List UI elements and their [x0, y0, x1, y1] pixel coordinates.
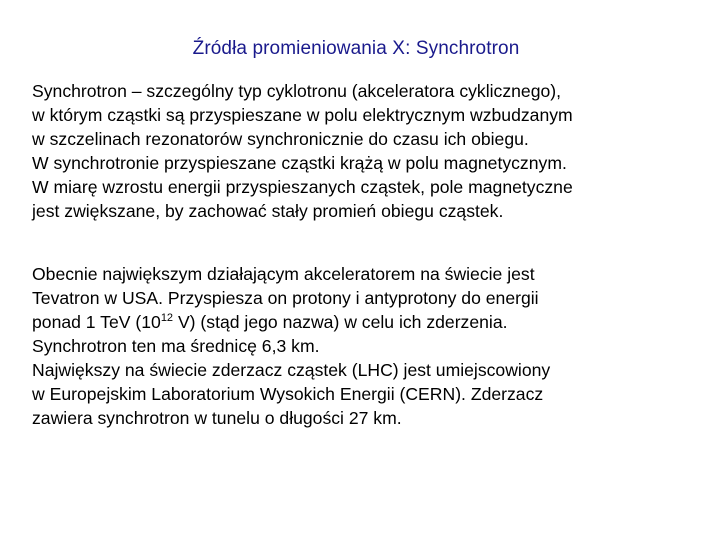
exponent: 12	[160, 312, 174, 324]
text-line: w Europejskim Laboratorium Wysokich Energii (CERN). Zderzacz	[32, 384, 544, 404]
text-line: Obecnie największym działającym akceleratorem na świecie jest	[32, 264, 535, 284]
paragraph-synchrotron-definition	[32, 79, 712, 223]
text-line-energy	[32, 310, 712, 334]
text-line: Synchrotron ten ma średnicę 6,3 km.	[32, 336, 320, 356]
text-segment: V) (stąd jego nazwa) w celu ich zderzenia.	[173, 312, 508, 332]
text-line: jest zwiększane, by zachować stały promień obiegu cząstek.	[32, 201, 504, 221]
text-line: zawiera synchrotron w tunelu o długości 27 km.	[32, 408, 402, 428]
text-line: W miarę wzrostu energii przyspieszanych cząstek, pole magnetyczne	[32, 177, 573, 197]
text-line: Największy na świecie zderzacz cząstek (LHC) jest umiejscowiony	[32, 360, 551, 380]
text-line: w szczelinach rezonatorów synchronicznie do czasu ich obiegu.	[32, 129, 529, 149]
text-segment: ponad 1 TeV (10	[32, 312, 161, 332]
text-line: W synchrotronie przyspieszane cząstki krążą w polu magnetycznym.	[32, 153, 567, 173]
text-line: w którym cząstki są przyspieszane w polu elektrycznym wzbudzanym	[32, 105, 573, 125]
text-line: Tevatron w USA. Przyspiesza on protony i antyprotony do energii	[32, 288, 539, 308]
text-line: Synchrotron – szczególny typ cyklotronu (akceleratora cyklicznego),	[32, 81, 562, 101]
slide-title: Źródła promieniowania X: Synchrotron	[192, 38, 520, 59]
paragraph-accelerators	[32, 262, 712, 430]
